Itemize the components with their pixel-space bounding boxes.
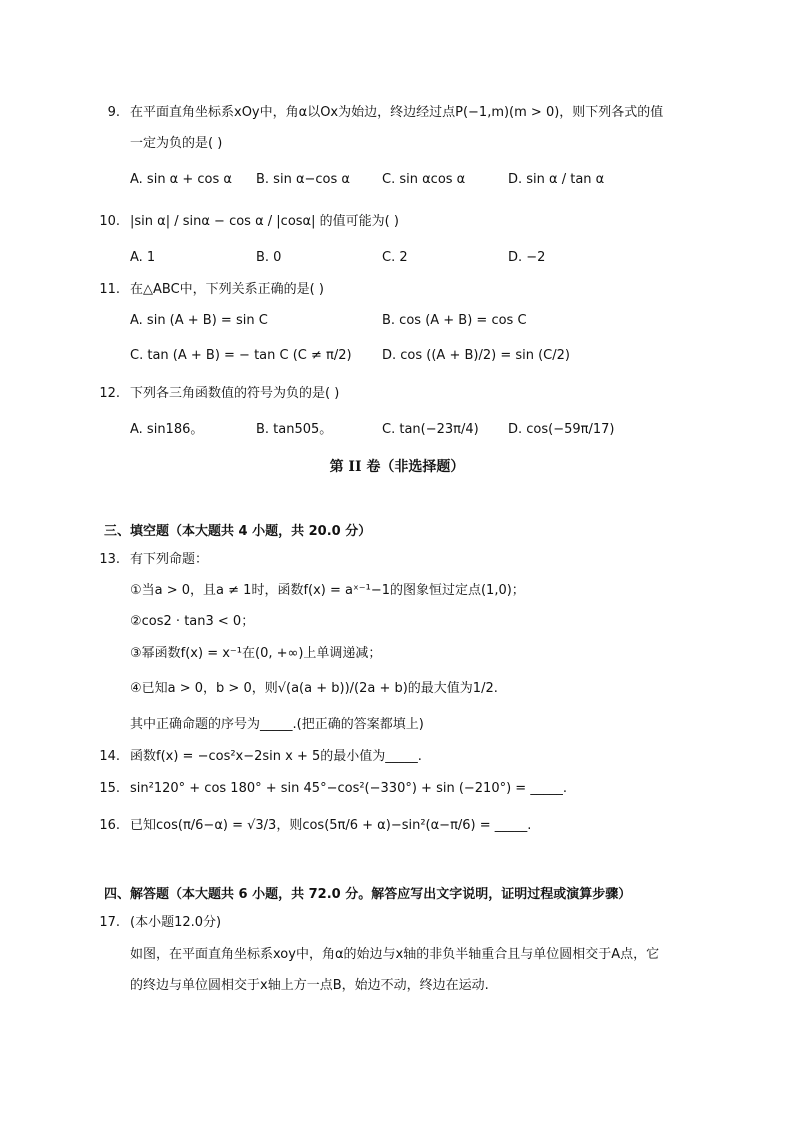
q13-item4: ④已知a > 0，b > 0，则√(a(a + b))/(2a + b)的最大值为1/2. [130,681,498,696]
q11-option-a: A. sin (A + B) = sin C [130,313,268,328]
q13-item1: ①当a > 0，且a ≠ 1时，函数f(x) = aˣ⁻¹−1的图象恒过定点(1,0)； [130,583,525,598]
q15-number: 15. [99,781,120,796]
q9-text-line1: 在平面直角坐标系xOy中，角α以Ox为始边，终边经过点P(−1,m)(m > 0)，则下列各式的值 [130,105,664,120]
q9-number: 9. [107,105,120,120]
q10-text: |sin α| / sinα − cos α / |cosα| 的值可能为( ) [130,214,399,229]
section3-title: 三、填空题（本大题共 4 小题，共 20.0 分） [104,524,372,539]
q10-option-a: A. 1 [130,250,156,265]
part2-title: 第 II 卷（非选择题） [329,459,465,475]
q13-number: 13. [99,552,120,567]
q11-number: 11. [99,282,120,297]
q13-item3: ③幂函数f(x) = x⁻¹在(0, +∞)上单调递减； [130,646,382,661]
q9-text-line2: 一定为负的是( ) [130,136,223,151]
q15-text: sin²120° + cos 180° + sin 45°−cos²(−330°) + sin (−210°) = _____. [130,781,567,796]
q12-option-b: B. tan505。 [256,422,333,437]
q14-number: 14. [99,749,120,764]
q17-score: (本小题12.0分) [130,915,222,930]
q12-option-c: C. tan(−23π/4) [382,422,479,437]
q17-number: 17. [99,915,120,930]
q12-option-a: A. sin186。 [130,422,204,437]
q11-option-c: C. tan (A + B) = − tan C (C ≠ π/2) [130,348,352,363]
q11-option-b: B. cos (A + B) = cos C [382,313,527,328]
q12-number: 12. [99,386,120,401]
q13-item2: ②cos2 · tan3 < 0； [130,614,255,629]
q10-option-d: D. −2 [508,250,546,265]
q13-text: 有下列命题： [130,552,209,567]
q9-option-b: B. sin α−cos α [256,172,350,187]
q16-number: 16. [99,818,120,833]
q10-option-c: C. 2 [382,250,408,265]
q13-tail: 其中正确命题的序号为_____.(把正确的答案都填上) [130,717,424,732]
q14-text: 函数f(x) = −cos²x−2sin x + 5的最小值为_____. [130,749,422,764]
q10-option-b: B. 0 [256,250,282,265]
q11-text: 在△ABC中，下列关系正确的是( ) [130,282,324,297]
q9-option-d: D. sin α / tan α [508,172,605,187]
q17-line2: 的终边与单位圆相交于x轴上方一点B，始边不动，终边在运动. [130,978,489,993]
q12-text: 下列各三角函数值的符号为负的是( ) [130,386,340,401]
q12-option-d: D. cos(−59π/17) [508,422,615,437]
q11-option-d: D. cos ((A + B)/2) = sin (C/2) [382,348,570,363]
q17-line1: 如图，在平面直角坐标系xoy中，角α的始边与x轴的非负半轴重合且与单位圆相交于A点，它 [130,947,660,962]
q9-option-c: C. sin αcos α [382,172,466,187]
section4-title: 四、解答题（本大题共 6 小题，共 72.0 分。解答应写出文字说明，证明过程或演算步骤） [104,887,632,902]
q9-option-a: A. sin α + cos α [130,172,232,187]
q10-number: 10. [99,214,120,229]
q16-text: 已知cos(π/6−α) = √3/3，则cos(5π/6 + α)−sin²(α−π/6) = _____. [130,818,532,833]
